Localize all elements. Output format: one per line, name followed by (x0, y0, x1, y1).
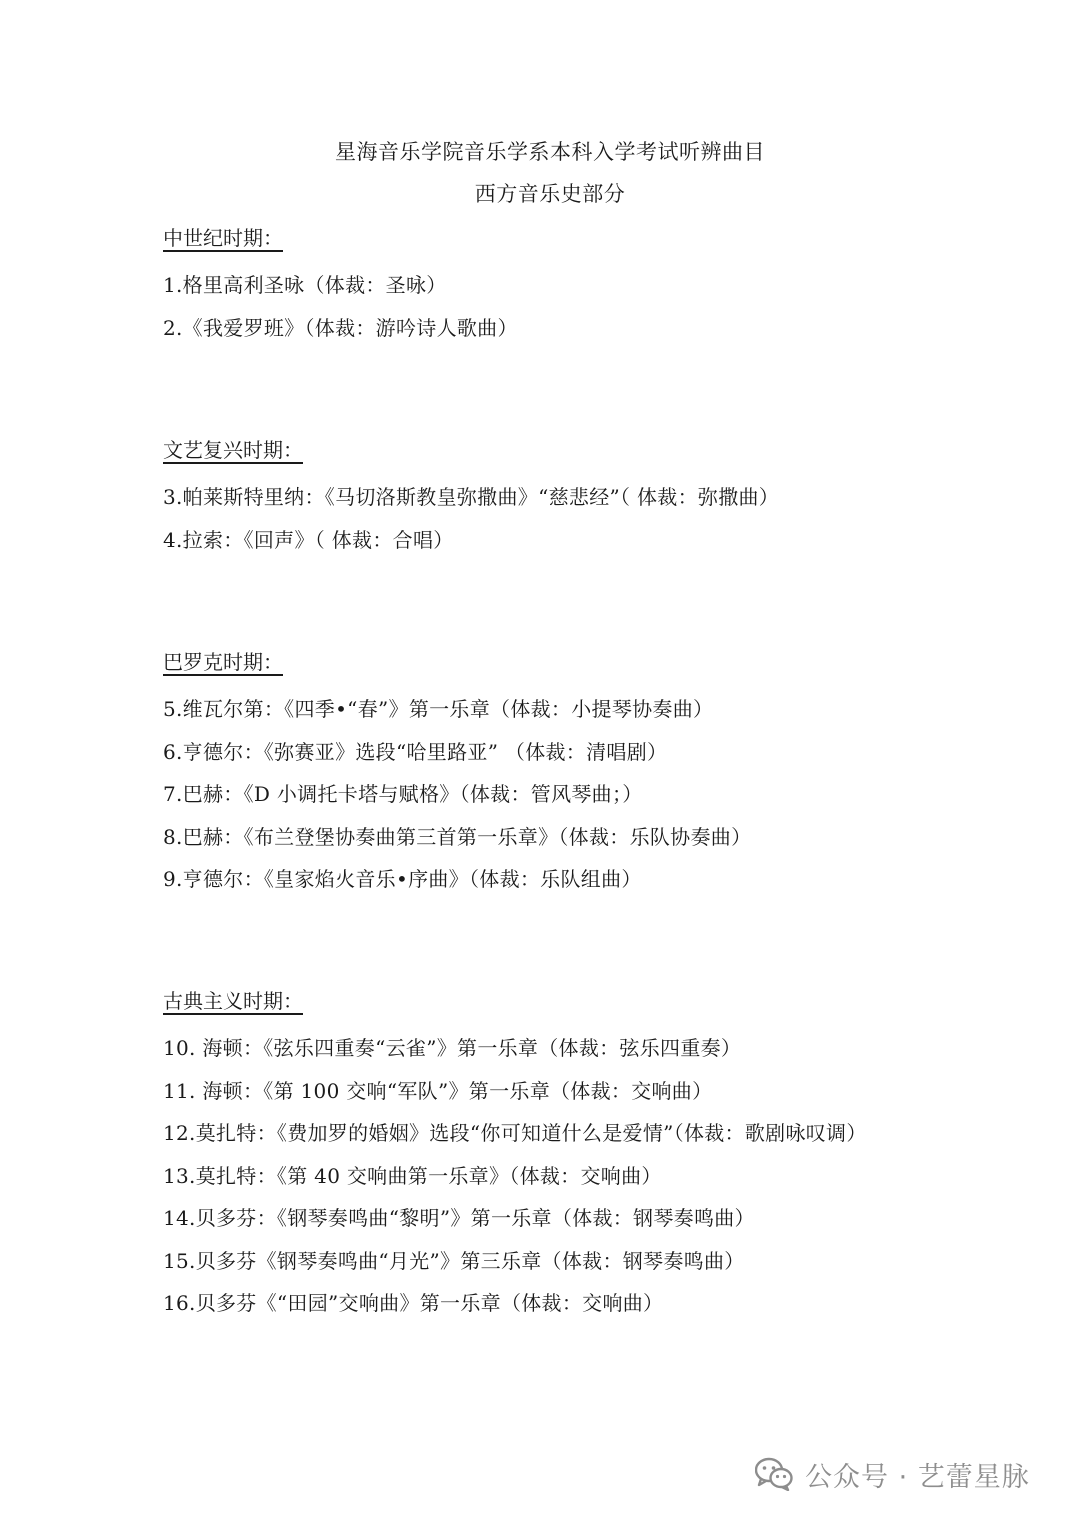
list-item: 1.格里高利圣咏（体裁：圣咏） (163, 273, 447, 297)
section-medieval (163, 224, 963, 349)
list-item: 10. 海顿：《弦乐四重奏“云雀”》第一乐章（体裁：弦乐四重奏） (163, 1036, 742, 1060)
watermark-text: 公众号 · 艺蕾星脉 (805, 1461, 1030, 1493)
list-item: 16.贝多芬《“田园”交响曲》第一乐章（体裁：交响曲） (163, 1291, 664, 1315)
title-block (0, 134, 1080, 212)
list-item: 3.帕莱斯特里纳：《马切洛斯教皇弥撒曲》“慈悲经”（ 体裁：弥撒曲） (163, 485, 780, 509)
list-item: 14.贝多芬：《钢琴奏鸣曲“黎明”》第一乐章（体裁：钢琴奏鸣曲） (163, 1206, 755, 1230)
watermark (755, 1452, 1030, 1496)
section-classical (163, 987, 963, 1325)
section-items (163, 264, 963, 349)
section-renaissance (163, 436, 963, 561)
list-item: 12.莫扎特：《费加罗的婚姻》选段“你可知道什么是爱情”（体裁：歌剧咏叹调） (163, 1121, 867, 1145)
section-items (163, 688, 963, 901)
section-heading: 中世纪时期： (163, 226, 283, 250)
section-heading: 巴罗克时期： (163, 650, 283, 674)
section-baroque (163, 648, 963, 901)
list-item: 6.亨德尔：《弥赛亚》选段“哈里路亚” （体裁：清唱剧） (163, 739, 668, 764)
list-item: 9.亨德尔：《皇家焰火音乐•序曲》（体裁：乐队组曲） (163, 867, 642, 891)
list-item: 2.《我爱罗班》（体裁：游吟诗人歌曲） (163, 315, 518, 340)
list-item: 5.维瓦尔第：《四季•“春”》第一乐章（体裁：小提琴协奏曲） (163, 697, 714, 721)
wechat-icon (755, 1457, 793, 1491)
list-item: 8.巴赫：《布兰登堡协奏曲第三首第一乐章》（体裁：乐队协奏曲） (163, 824, 752, 849)
document-subtitle: 西方音乐史部分 (474, 182, 626, 206)
section-heading: 文艺复兴时期： (163, 438, 303, 462)
section-heading: 古典主义时期： (163, 989, 303, 1013)
list-item: 4.拉索：《回声》（ 体裁：合唱） (163, 527, 454, 552)
section-items (163, 476, 963, 561)
document-title: 星海音乐学院音乐学系本科入学考试听辨曲目 (335, 140, 765, 164)
list-item: 13.莫扎特：《第 40 交响曲第一乐章》（体裁：交响曲） (163, 1163, 662, 1188)
list-item: 7.巴赫：《D 小调托卡塔与赋格》（体裁：管风琴曲；） (163, 782, 643, 806)
list-item: 11. 海顿：《第 100 交响“军队”》第一乐章（体裁：交响曲） (163, 1078, 713, 1103)
section-items (163, 1027, 963, 1325)
list-item: 15.贝多芬《钢琴奏鸣曲“月光”》第三乐章（体裁：钢琴奏鸣曲） (163, 1248, 745, 1273)
